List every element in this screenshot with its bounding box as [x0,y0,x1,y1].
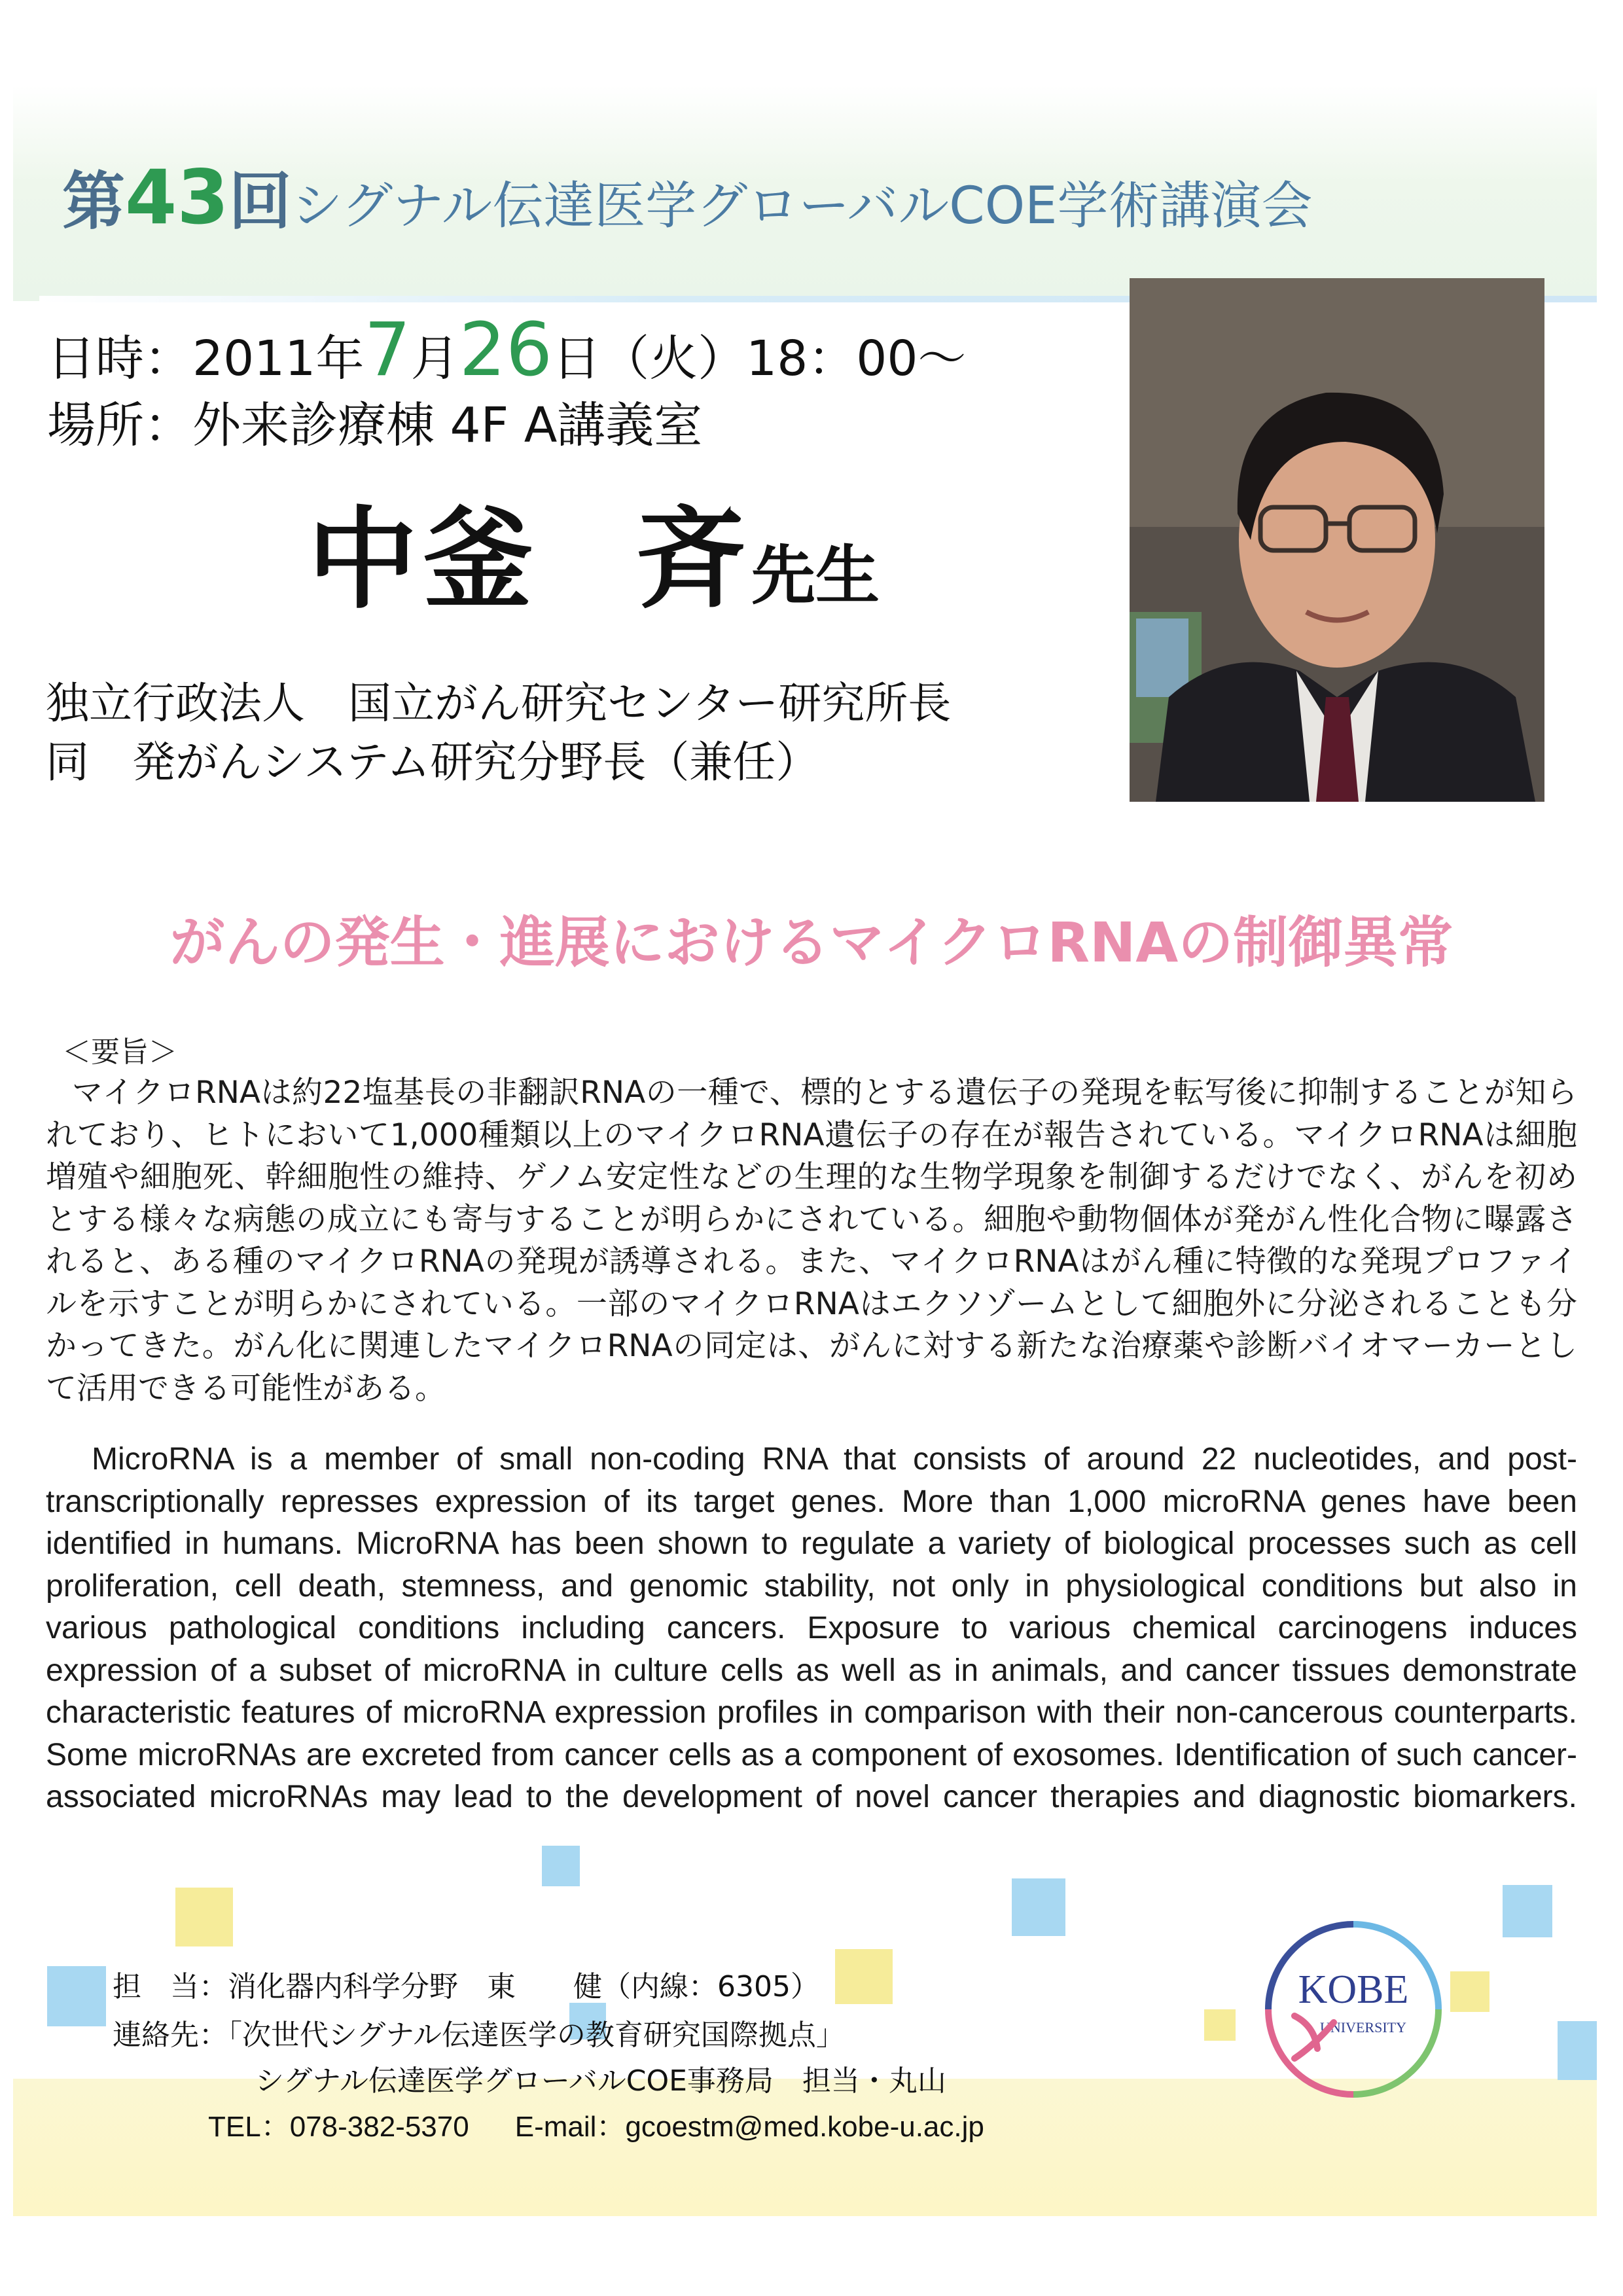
speaker-photo [1130,278,1544,802]
event-date: 日時：2011年7月26日（火）18：00～ [47,308,967,393]
abstract-label: ＜要旨＞ [62,1035,177,1069]
contact-tel: TEL：078-382-5370 [208,2111,469,2143]
logo-text: KOBE [1298,1967,1409,2012]
contact-organization: 連絡先：「次世代シグナル伝達医学の教育研究国際拠点」 [113,2018,845,2052]
abstract-japanese: マイクロRNAは約22塩基長の非翻訳RNAの一種で、標的とする遺伝子の発現を転写後に抑制することが知られており、ヒトにおいて1,000種類以上のマイクロRNA遺伝子の存在が報告されている。マイクロRNAは細胞増殖や細胞死、幹細胞性の維持、ゲノム安定性などの生理的な生物学現象を制御するだけでなく、がんを初めとする様々な病態の成立にも寄与することが明らかにされている。細胞や動物個体が発がん性化合物に曝露されると、ある種のマイクロRNAの発現が誘導される。また、マイクロRNAはがん種に特徴的な発現プロファイルを示すことが明らかにされている。一部のマイクロRNAはエクソゾームとして細胞外に分泌されることも分かってきた。がん化に関連したマイクロRNAの同定は、がんに対する新たな治療薬や診断バイオマーカーとして活用できる可能性がある。 [46,1075,1577,1407]
decor-square [47,1966,106,2026]
logo-subtext: UNIVERSITY [1320,2019,1406,2036]
decor-square [1558,2021,1597,2080]
contact-email: E-mail：gcoestm@med.kobe-u.ac.jp [514,2111,984,2143]
speaker-affiliation-2: 同 発がんシステム研究分野長（兼任） [46,737,819,787]
decor-square [1450,1971,1489,2012]
kobe-university-logo [1255,1911,1452,2108]
decor-square [542,1846,580,1886]
decor-square [1503,1885,1552,1937]
event-series-name: シグナル伝達医学グローバルCOE学術講演会 [291,177,1313,236]
decor-square [1204,2009,1236,2041]
speaker-name: 中釜 斉先生 [308,495,880,624]
event-place: 場所：外来診療棟 4F A講義室 [47,397,703,454]
kobe-logo-mark [1255,1911,1452,2108]
decor-square [1012,1878,1065,1936]
decor-square [835,1949,893,2004]
contact-phone-email [208,2108,984,2147]
speaker-portrait-illustration [1130,278,1544,802]
decor-square [175,1888,233,1946]
event-number: 43 [125,154,229,241]
contact-person: 担 当：消化器内科学分野 東 健（内線：6305） [113,1970,819,2003]
speaker-honorific: 先生 [751,539,880,613]
event-title: 第43回シグナル伝達医学グローバルCOE学術講演会 [62,154,1313,241]
abstract-english: MicroRNA is a member of small non-coding RNA that consists of around 22 nucleotides, and post-transcriptionally represses expression of its target genes. More than 1,000 microRNA genes have been identified in humans. MicroRNA has been shown to regulate a variety of biological processes such as cell proliferation, cell death, stemness, and genomic stability, not only in physiological conditions but also in various pathological conditions including cancers. Exposure to various chemical carcinogens induces expression of a subset of microRNA in culture cells as well as in animals, and cancer tissues demonstrate characteristic features of microRNA expression profiles in comparison with their non-cancerous counterparts. Some microRNAs are excreted from cancer cells as a component of exosomes. Identification of such cancer-associated microRNAs may lead to the development of novel cancer therapies and diagnostic biomarkers. [46,1442,1577,1814]
lecture-title: がんの発生・進展におけるマイクロRNAの制御異常 [169,910,1454,975]
contact-office: シグナル伝達医学グローバルCOE事務局 担当・丸山 [255,2064,946,2098]
speaker-affiliation-1: 独立行政法人 国立がん研究センター研究所長 [46,678,952,728]
